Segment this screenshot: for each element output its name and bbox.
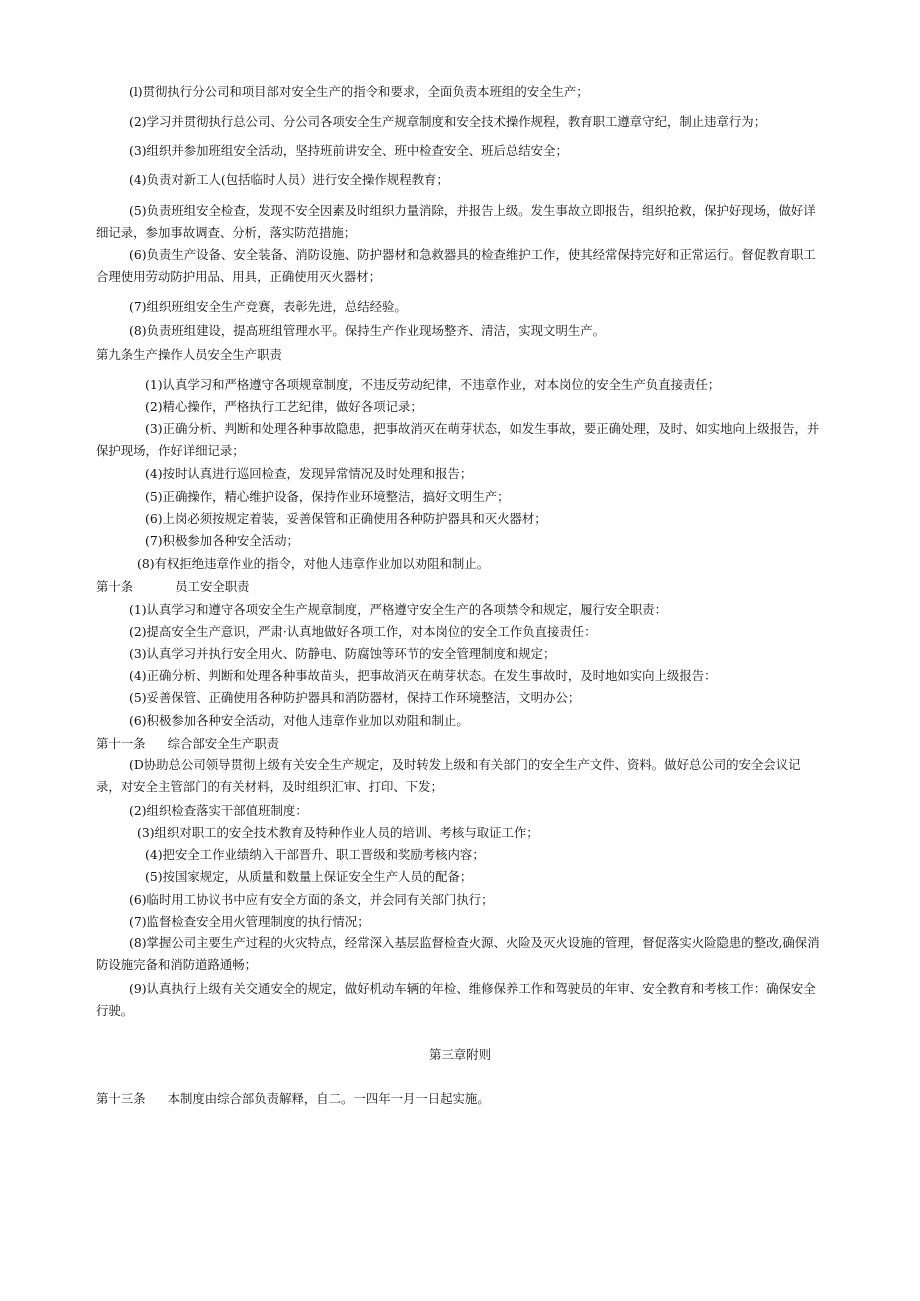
team-duty-2: (2)学习并贯彻执行总公司、分公司各项安全生产规章制度和安全技术操作规程，教育职工遵章守纪，制止违章行为； xyxy=(129,114,767,129)
article9-item-8: (8)有权拒绝违章作业的指令，对他人违章作业加以劝阻和制止。 xyxy=(137,556,490,571)
article11-title: 综合部安全生产职责 xyxy=(167,736,280,751)
article10-number: 第十条 xyxy=(96,579,134,594)
team-duty-6: (6)负责生产设备、安全装备、消防设施、防护器材和急救器具的检查维护工作，使其经常保持完好和正常运行。督促教育职工合理使用劳动防护用品、用具，正确使用灭火器材； xyxy=(96,247,816,284)
article11-item-2: (2)组织检查落实干部值班制度： xyxy=(129,803,308,818)
article10-heading xyxy=(96,577,250,596)
article9-item-1: (1)认真学习和严格遵守各项规章制度，不违反劳动纪律，不违章作业，对本岗位的安全生产负直接责任； xyxy=(145,377,721,392)
article9-item-4: (4)按时认真进行巡回检查，发现异常情况及时处理和报告； xyxy=(145,466,473,481)
article13 xyxy=(96,1089,490,1108)
article10-item-3: (3)认真学习并执行安全用火、防静电、防腐蚀等环节的安全管理制度和规定； xyxy=(129,646,556,661)
team-duty-4: (4)负责对新工人(包括临时人员）进行安全操作规程教育； xyxy=(129,172,449,187)
article13-text: 本制度由综合部负责解释，自二。一四年一月一日起实施。 xyxy=(167,1091,490,1106)
article11-heading xyxy=(96,734,279,753)
team-duty-5: (5)负责班组安全检查，发现不安全因素及时组织力量消除，并报告上级。发生事故立即报告，组织抢救，保护好现场，做好详细记录，参加事故调查、分析，落实防范措施； xyxy=(96,203,816,240)
article11-item-7: (7)监督检查安全用火管理制度的执行情况； xyxy=(129,914,370,929)
team-duty-3: (3)组织并参加班组安全活动，坚持班前讲安全、班中检查安全、班后总结安全； xyxy=(129,143,568,158)
article11-item-3: (3)组织对职工的安全技术教育及特种作业人员的培训、考核与取证工作； xyxy=(137,825,539,840)
article9-item-6: (6)上岗必须按规定着装，妥善保管和正确使用各种防护器具和灭火器材； xyxy=(145,511,547,526)
article10-item-1: (1)认真学习和遵守各项安全生产规章制度，严格遵守安全生产的各项禁令和规定，履行安全职责： xyxy=(129,602,667,617)
article9-item-5: (5)正确操作，精心维护设备，保持作业环境整洁，搞好文明生产； xyxy=(145,489,510,504)
article9-heading: 第九条生产操作人员安全生产职责 xyxy=(96,347,282,362)
article11-item-1: (D协助总公司领导贯彻上级有关安全生产规定，及时转发上级和有关部门的安全生产文件、资料。做好总公司的安全会议记录，对安全主管部门的有关材料，及时组织汇审、打印、下发； xyxy=(96,757,801,794)
article11-item-6: (6)临时用工协议书中应有安全方面的条文，并会同有关部门执行； xyxy=(129,892,494,907)
article11-item-5: (5)按国家规定，从质量和数量上保证安全生产人员的配备； xyxy=(145,869,473,884)
article10-item-5: (5)妥善保管、正确使用各种防护器具和消防器材，保持工作环境整洁，文明办公； xyxy=(129,690,581,705)
article10-title: 员工安全职责 xyxy=(175,579,250,594)
article10-item-4: (4)正确分析、判断和处理各种事故苗头，把事故消灭在萌芽状态。在发生事故时，及时地如实向上级报告： xyxy=(129,668,717,683)
team-duty-8: (8)负责班组建设，提高班组管理水平。保持生产作业现场整齐、清洁，实现文明生产。 xyxy=(129,323,606,338)
article11-item-8: (8)掌握公司主要生产过程的火灾特点，经常深入基层监督检查火源、火险及灭火设施的管理，督促落实火险隐患的整改,确保消防设施完备和消防道路通畅； xyxy=(96,935,820,972)
team-duty-7: (7)组织班组安全生产竞赛，表彰先进，总结经验。 xyxy=(129,299,407,314)
article10-item-6: (6)积极参加各种安全活动，对他人违章作业加以劝阻和制止。 xyxy=(129,713,469,728)
article9-item-3: (3)正确分析、判断和处理各种事故隐患，把事故消灭在萌芽状态，如发生事故，要正确处理，及时、如实地向上级报告，并保护现场，作好详细记录； xyxy=(96,421,820,458)
team-duty-1: (l)贯彻执行分公司和项目部对安全生产的指令和要求，全面负责本班组的安全生产； xyxy=(129,84,589,99)
article13-number: 第十三条 xyxy=(96,1091,146,1106)
article11-number: 第十一条 xyxy=(96,736,146,751)
article9-item-2: (2)精心操作，严格执行工艺纪律，做好各项记录； xyxy=(145,399,423,414)
article10-item-2: (2)提高安全生产意识，严肃·认真地做好各项工作，对本岗位的安全工作负直接责任： xyxy=(129,624,597,639)
chapter3-title: 第三章附则 xyxy=(429,1047,491,1062)
article11-item-9: (9)认真执行上级有关交通安全的规定，做好机动车辆的年检、维修保养工作和驾驶员的年审、安全教育和考核工作：确保安全行驶。 xyxy=(96,981,816,1018)
article11-item-4: (4)把安全工作业绩纳入干部晋升、职工晋级和奖励考核内容； xyxy=(145,847,485,862)
article9-item-7: (7)积极参加各种安全活动； xyxy=(145,533,299,548)
